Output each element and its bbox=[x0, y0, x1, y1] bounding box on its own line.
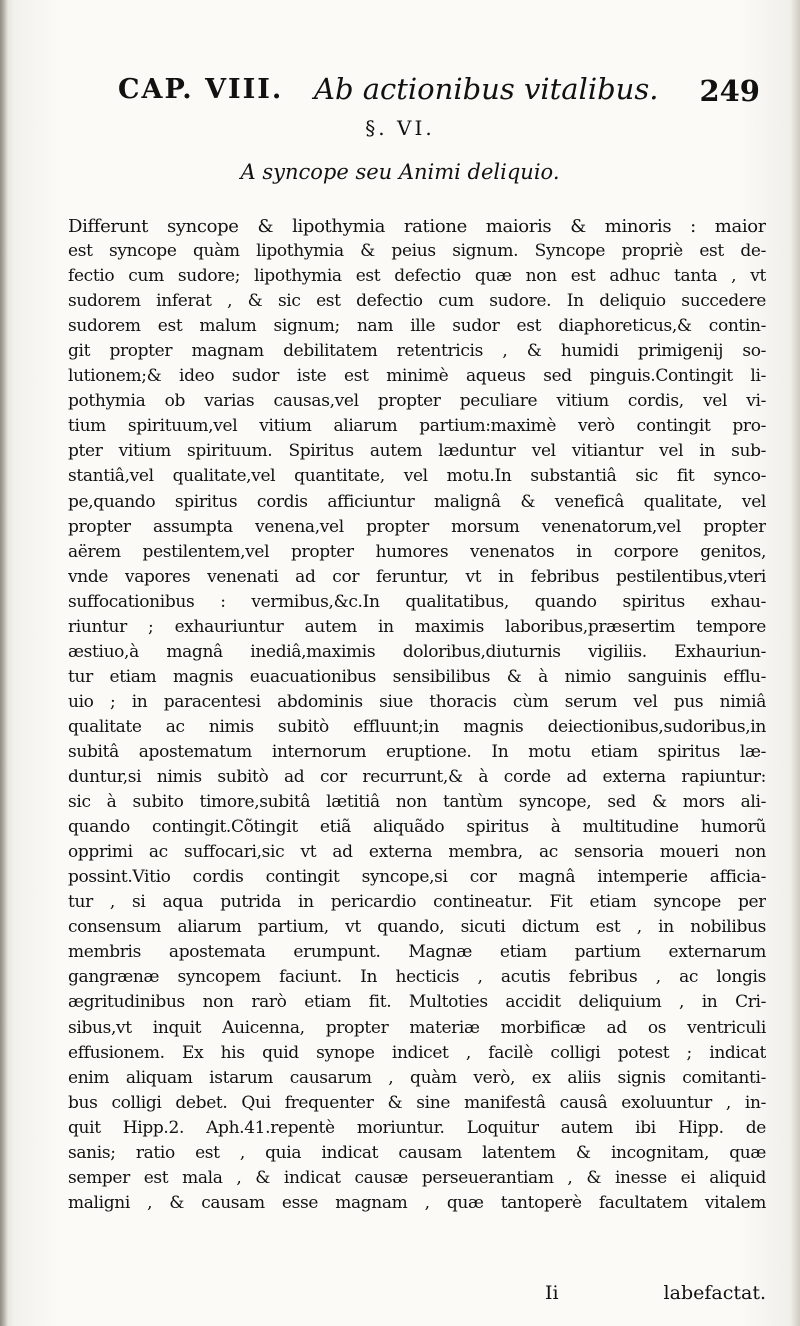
text-line: subitâ apostematum internorum eruptione. In motu etiam spiritus læ- bbox=[68, 741, 766, 762]
text-line: lutionem;& ideo sudor iste est minimè aqueus sed pinguis.Contingit li- bbox=[68, 366, 766, 387]
text-line: vnde vapores venenati ad cor feruntur, vt in febribus pestilentibus,vteri bbox=[68, 566, 766, 587]
text-line: sibus,vt inquit Auicenna, propter materiæ morbificæ ad os ventriculi bbox=[68, 1017, 766, 1038]
text-line: tium spirituum,vel vitium aliarum partium:maximè verò contingit pro- bbox=[68, 416, 766, 437]
text-line: sanis; ratio est , quia indicat causam latentem & incognitam, quæ bbox=[68, 1142, 766, 1163]
catchword: labefactat. bbox=[663, 1282, 766, 1304]
text-line: pe,quando spiritus cordis afficiuntur malignâ & veneficâ qualitate, vel bbox=[68, 491, 766, 512]
text-line: riuntur ; exhauriuntur autem in maximis laboribus,præsertim tempore bbox=[68, 616, 766, 637]
text-line: tur etiam magnis euacuationibus sensibilibus & à nimio sanguinis efflu- bbox=[68, 666, 766, 687]
text-line: possint.Vitio cordis contingit syncope,si cor magnâ intemperie afficia- bbox=[68, 867, 766, 888]
text-line: quando contingit.Cõtingit etiã aliquãdo spiritus à multitudine humorũ bbox=[68, 817, 766, 838]
signature-mark: Ii bbox=[545, 1282, 559, 1304]
section-title: A syncope seu Animi deliquio. bbox=[240, 160, 560, 184]
text-line: pter vitium spirituum. Spiritus autem læduntur vel vitiantur vel in sub- bbox=[68, 441, 766, 462]
text-line: Differunt syncope & lipothymia ratione maioris & minoris : maior bbox=[68, 216, 766, 237]
body-text bbox=[68, 214, 766, 1216]
text-line: consensum aliarum partium, vt quando, sicuti dictum est , in nobilibus bbox=[68, 917, 766, 938]
text-line: duntur,si nimis subitò ad cor recurrunt,& à corde ad externa rapiuntur: bbox=[68, 767, 766, 788]
text-line: effusionem. Ex his quid synope indicet , facilè colligi potest ; indicat bbox=[68, 1042, 766, 1063]
text-line: bus colligi debet. Qui frequenter & sine manifestâ causâ exoluuntur , in- bbox=[68, 1092, 766, 1113]
text-line: propter assumpta venena,vel propter morsum venenatorum,vel propter bbox=[68, 516, 766, 537]
text-line: opprimi ac suffocari,sic vt ad externa membra, ac sensoria moueri non bbox=[68, 842, 766, 863]
text-line: maligni , & causam esse magnam , quæ tantoperè facultatem vitalem bbox=[68, 1192, 766, 1213]
text-line: ægritudinibus non rarò etiam fit. Multoties accidit deliquium , in Cri- bbox=[68, 992, 766, 1013]
running-head-chapter: CAP. VIII. bbox=[118, 74, 284, 105]
page-gutter-shadow bbox=[0, 0, 8, 1326]
text-line: semper est mala , & indicat causæ perseuerantiam , & inesse ei aliquid bbox=[68, 1167, 766, 1188]
running-head-title: Ab actionibus vitalibus. bbox=[314, 72, 659, 106]
text-line: est syncope quàm lipothymia & peius signum. Syncope propriè est de- bbox=[68, 241, 766, 262]
text-line: stantiâ,vel qualitate,vel quantitate, vel motu.In substantiâ sic fit synco- bbox=[68, 466, 766, 487]
text-line: aërem pestilentem,vel propter humores venenatos in corpore genitos, bbox=[68, 541, 766, 562]
text-line: uio ; in paracentesi abdominis siue thoracis cùm serum vel pus nimiâ bbox=[68, 691, 766, 712]
text-line: sic à subito timore,subitâ lætitiâ non tantùm syncope, sed & mors ali- bbox=[68, 792, 766, 813]
text-line: membris apostemata erumpunt. Magnæ etiam partium externarum bbox=[68, 942, 766, 963]
text-line: suffocationibus : vermibus,&c.In qualitatibus, quando spiritus exhau- bbox=[68, 591, 766, 612]
text-line: gangrænæ syncopem faciunt. In hecticis , acutis febribus , ac longis bbox=[68, 967, 766, 988]
text-line: pothymia ob varias causas,vel propter peculiare vitium cordis, vel vi- bbox=[68, 391, 766, 412]
text-line: sudorem est malum signum; nam ille sudor est diaphoreticus,& contin- bbox=[68, 316, 766, 337]
text-line: qualitate ac nimis subitò effluunt;in magnis deiectionibus,sudoribus,in bbox=[68, 716, 766, 737]
text-line: quit Hipp.2. Aph.41.repentè moriuntur. Loquitur autem ibi Hipp. de bbox=[68, 1117, 766, 1138]
text-line: enim aliquam istarum causarum , quàm verò, ex aliis signis comitanti- bbox=[68, 1067, 766, 1088]
text-line: fectio cum sudore; lipothymia est defectio quæ non est adhuc tanta , vt bbox=[68, 266, 766, 287]
text-line: æstiuo,à magnâ inediâ,maximis doloribus,diuturnis vigiliis. Exhauriun- bbox=[68, 641, 766, 662]
text-line: git propter magnam debilitatem retentricis , & humidi primigenij so- bbox=[68, 341, 766, 362]
section-number: §. VI. bbox=[365, 116, 435, 140]
text-line: tur , si aqua putrida in pericardio contineatur. Fit etiam syncope per bbox=[68, 892, 766, 913]
text-line: sudorem inferat , & sic est defectio cum sudore. In deliquio succedere bbox=[68, 291, 766, 312]
page-number: 249 bbox=[699, 74, 760, 108]
running-head bbox=[118, 70, 768, 114]
